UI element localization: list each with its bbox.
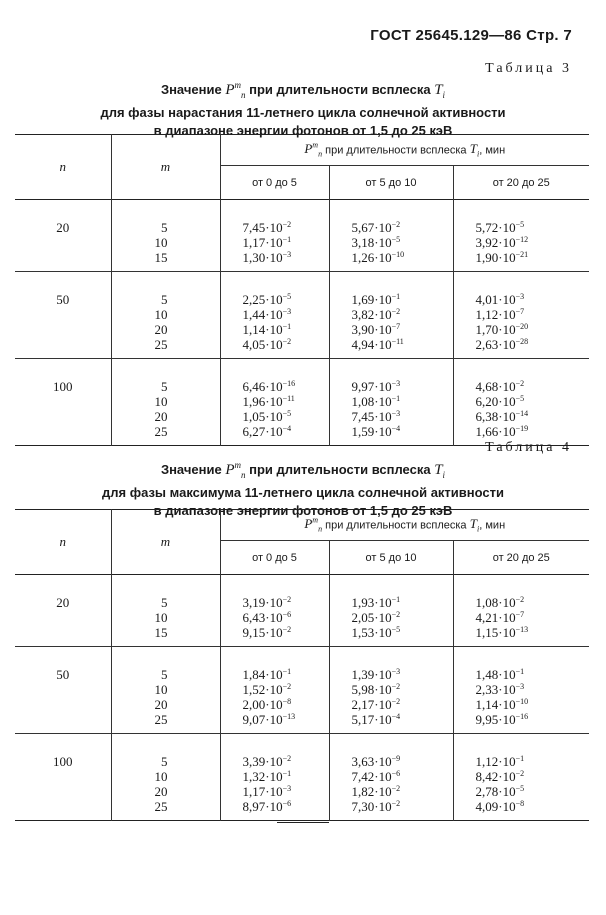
exponent: −6 [282, 610, 292, 619]
value-cell [352, 322, 453, 337]
mantissa: 1,12·10 [475, 307, 516, 322]
exponent: −1 [391, 292, 401, 301]
exponent: −5 [515, 394, 525, 403]
mantissa: 3,19·10 [242, 595, 283, 610]
exponent: −5 [515, 220, 525, 229]
mantissa: 1,39·10 [351, 667, 392, 682]
m-value: 10 [154, 235, 168, 250]
exponent: −1 [391, 595, 401, 604]
mantissa: 4,94·10 [351, 337, 392, 352]
caption-line3: в диапазоне энергии фотонов от 1,5 до 25 кэВ [153, 123, 453, 138]
m-value: 25 [154, 712, 168, 727]
m-value: 20 [154, 409, 168, 424]
value-cell [476, 322, 590, 337]
row-group [15, 575, 589, 647]
exponent: −7 [391, 322, 401, 331]
m-value: 25 [154, 424, 168, 439]
exponent: −13 [515, 625, 529, 634]
row-group [15, 647, 589, 734]
value-column [453, 359, 589, 446]
table-row [15, 359, 589, 446]
caption-mid: при длительности всплеска [249, 82, 431, 97]
exponent: −6 [391, 769, 401, 778]
exponent: −3 [282, 307, 292, 316]
row-group [15, 359, 589, 446]
value-cell [243, 799, 329, 814]
value-cell [476, 667, 590, 682]
exponent: −1 [515, 667, 525, 676]
mantissa: 3,92·10 [475, 235, 516, 250]
value-column [329, 647, 453, 734]
caption-line2: для фазы максимума 11-летнего цикла солнечной активности [102, 485, 504, 500]
m-value: 20 [154, 322, 168, 337]
mantissa: 2,05·10 [351, 610, 392, 625]
value-cell [243, 307, 329, 322]
mantissa: 9,95·10 [475, 712, 516, 727]
page-header: ГОСТ 25645.129—86 Стр. 7 [370, 27, 572, 44]
mantissa: 1,93·10 [351, 595, 392, 610]
m-value: 10 [154, 682, 168, 697]
m-values [111, 200, 220, 272]
exponent: −5 [391, 235, 401, 244]
exponent: −5 [391, 625, 401, 634]
row-group [15, 272, 589, 359]
exponent: −8 [515, 799, 525, 808]
exponent: −4 [391, 424, 401, 433]
m-values [111, 359, 220, 446]
value-column [329, 575, 453, 647]
value-column [220, 647, 329, 734]
exponent: −5 [282, 292, 292, 301]
exponent: −2 [282, 682, 292, 691]
table-label: Таблица 4 [485, 440, 572, 455]
mantissa: 5,17·10 [351, 712, 392, 727]
value-cell [352, 424, 453, 439]
mantissa: 1,52·10 [242, 682, 283, 697]
value-cell [352, 784, 453, 799]
value-cell [352, 379, 453, 394]
m-value: 10 [154, 769, 168, 784]
value-cell [243, 424, 329, 439]
m-values [111, 647, 220, 734]
mantissa: 9,07·10 [242, 712, 283, 727]
value-cell [476, 625, 590, 640]
m-value: 5 [161, 667, 168, 682]
value-cell [243, 595, 329, 610]
n-value: 50 [56, 667, 70, 682]
value-cell [476, 379, 590, 394]
col-header-m: m [111, 510, 220, 575]
exponent: −1 [282, 769, 292, 778]
value-column [220, 272, 329, 359]
sub-header: от 20 до 25 [453, 541, 589, 575]
value-cell [352, 712, 453, 727]
value-cell [243, 394, 329, 409]
exponent: −2 [515, 379, 525, 388]
value-cell [352, 697, 453, 712]
exponent: −19 [515, 424, 529, 433]
mantissa: 3,39·10 [242, 754, 283, 769]
m-value: 5 [161, 292, 168, 307]
value-cell [243, 697, 329, 712]
exponent: −2 [391, 220, 401, 229]
mantissa: 1,84·10 [242, 667, 283, 682]
exponent: −28 [515, 337, 529, 346]
mantissa: 1,17·10 [242, 784, 283, 799]
exponent: −2 [391, 784, 401, 793]
mantissa: 1,15·10 [475, 625, 516, 640]
mantissa: 3,82·10 [351, 307, 392, 322]
table-head [15, 135, 589, 200]
value-column [453, 272, 589, 359]
value-cell [476, 799, 590, 814]
value-cell [476, 610, 590, 625]
value-column [220, 734, 329, 821]
caption-prefix: Значение [160, 82, 222, 97]
value-cell [243, 712, 329, 727]
mantissa: 1,26·10 [351, 250, 392, 265]
value-cell [243, 625, 329, 640]
exponent: −14 [515, 409, 529, 418]
exponent: −11 [391, 337, 404, 346]
mantissa: 5,67·10 [351, 220, 392, 235]
mantissa: 1,59·10 [351, 424, 392, 439]
exponent: −13 [282, 712, 296, 721]
m-values [111, 734, 220, 821]
mantissa: 1,53·10 [351, 625, 392, 640]
mantissa: 2,00·10 [242, 697, 283, 712]
exponent: −3 [515, 682, 525, 691]
t-symbol: $T_i$ [434, 462, 446, 480]
data-table [15, 134, 589, 446]
exponent: −2 [515, 595, 525, 604]
exponent: −3 [282, 784, 292, 793]
mantissa: 2,63·10 [475, 337, 516, 352]
exponent: −8 [282, 697, 292, 706]
value-cell [352, 682, 453, 697]
mantissa: 3,90·10 [351, 322, 392, 337]
mantissa: 3,63·10 [351, 754, 392, 769]
mantissa: 1,44·10 [242, 307, 283, 322]
m-value: 10 [154, 610, 168, 625]
value-cell [352, 394, 453, 409]
mantissa: 6,43·10 [242, 610, 283, 625]
value-column [453, 647, 589, 734]
table-row [15, 575, 589, 647]
col-header-n: n [59, 534, 66, 549]
span-header: $P^m_n$ при длительности всплеска $T_i$, мин [220, 510, 589, 541]
m-value: 10 [154, 394, 168, 409]
p-symbol: $P^m_n$ [225, 460, 246, 480]
value-column [329, 200, 453, 272]
mantissa: 8,97·10 [242, 799, 283, 814]
value-cell [243, 220, 329, 235]
value-cell [476, 754, 590, 769]
value-column [453, 200, 589, 272]
exponent: −2 [391, 307, 401, 316]
value-cell [476, 235, 590, 250]
value-column [220, 200, 329, 272]
exponent: −3 [391, 667, 401, 676]
value-cell [476, 220, 590, 235]
sub-header: от 5 до 10 [329, 166, 453, 200]
value-cell [476, 682, 590, 697]
sub-header: от 0 до 5 [220, 166, 329, 200]
n-value: 20 [56, 595, 70, 610]
value-cell [352, 595, 453, 610]
sub-header: от 20 до 25 [453, 166, 589, 200]
m-value: 25 [154, 799, 168, 814]
span-header-unit: , мин [479, 519, 506, 532]
value-cell [476, 337, 590, 352]
mantissa: 6,46·10 [242, 379, 283, 394]
m-value: 15 [154, 250, 168, 265]
exponent: −10 [391, 250, 405, 259]
exponent: −2 [391, 682, 401, 691]
value-cell [243, 292, 329, 307]
caption-mid: при длительности всплеска [249, 462, 431, 477]
mantissa: 7,42·10 [351, 769, 392, 784]
exponent: −3 [515, 292, 525, 301]
exponent: −3 [282, 250, 292, 259]
mantissa: 1,96·10 [242, 394, 283, 409]
exponent: −2 [282, 754, 292, 763]
footer-rule [277, 822, 329, 823]
exponent: −7 [515, 610, 525, 619]
exponent: −16 [282, 379, 296, 388]
value-column [329, 272, 453, 359]
span-header-unit: , мин [479, 144, 506, 157]
exponent: −2 [391, 610, 401, 619]
mantissa: 1,48·10 [475, 667, 516, 682]
exponent: −3 [391, 409, 401, 418]
table-row [15, 200, 589, 272]
span-header-text: при длительности всплеска [325, 144, 467, 157]
mantissa: 7,30·10 [351, 799, 392, 814]
value-cell [476, 394, 590, 409]
caption-prefix: Значение [160, 462, 222, 477]
mantissa: 4,01·10 [475, 292, 516, 307]
value-cell [476, 307, 590, 322]
mantissa: 1,08·10 [351, 394, 392, 409]
exponent: −9 [391, 754, 401, 763]
n-value: 100 [53, 754, 73, 769]
table-caption [0, 76, 606, 140]
value-cell [243, 667, 329, 682]
value-cell [476, 784, 590, 799]
p-symbol: $P^m_n$ [225, 80, 246, 100]
span-header-text: при длительности всплеска [325, 519, 467, 532]
m-value: 20 [154, 697, 168, 712]
table-head [15, 510, 589, 575]
value-cell [243, 784, 329, 799]
exponent: −2 [282, 595, 292, 604]
value-cell [476, 250, 590, 265]
mantissa: 1,14·10 [475, 697, 516, 712]
table-row [15, 647, 589, 734]
value-cell [476, 409, 590, 424]
mantissa: 4,68·10 [475, 379, 516, 394]
mantissa: 2,25·10 [242, 292, 283, 307]
mantissa: 1,69·10 [351, 292, 392, 307]
mantissa: 8,42·10 [475, 769, 516, 784]
mantissa: 1,14·10 [242, 322, 283, 337]
mantissa: 5,72·10 [475, 220, 516, 235]
value-cell [243, 409, 329, 424]
table-row [15, 272, 589, 359]
value-cell [243, 322, 329, 337]
m-value: 5 [161, 379, 168, 394]
exponent: −1 [282, 667, 292, 676]
m-value: 15 [154, 625, 168, 640]
m-value: 25 [154, 337, 168, 352]
value-column [220, 359, 329, 446]
exponent: −3 [391, 379, 401, 388]
exponent: −2 [391, 799, 401, 808]
value-column [220, 575, 329, 647]
m-value: 5 [161, 754, 168, 769]
exponent: −12 [515, 235, 529, 244]
m-values [111, 575, 220, 647]
m-values [111, 272, 220, 359]
value-cell [352, 250, 453, 265]
exponent: −7 [515, 307, 525, 316]
value-cell [476, 595, 590, 610]
value-cell [476, 697, 590, 712]
exponent: −5 [282, 409, 292, 418]
exponent: −10 [515, 697, 529, 706]
value-cell [352, 292, 453, 307]
value-cell [352, 754, 453, 769]
exponent: −21 [515, 250, 529, 259]
mantissa: 2,33·10 [475, 682, 516, 697]
mantissa: 4,05·10 [242, 337, 283, 352]
exponent: −2 [282, 220, 292, 229]
sub-header: от 5 до 10 [329, 541, 453, 575]
caption-line3: в диапазоне энергии фотонов от 1,5 до 25 кэВ [153, 503, 453, 518]
mantissa: 1,05·10 [242, 409, 283, 424]
mantissa: 1,70·10 [475, 322, 516, 337]
m-value: 5 [161, 595, 168, 610]
value-column [453, 575, 589, 647]
exponent: −2 [515, 769, 525, 778]
m-value: 20 [154, 784, 168, 799]
row-group [15, 200, 589, 272]
data-table [15, 509, 589, 821]
value-cell [476, 712, 590, 727]
value-cell [352, 220, 453, 235]
value-cell [352, 610, 453, 625]
mantissa: 1,12·10 [475, 754, 516, 769]
caption-line2: для фазы нарастания 11-летнего цикла солнечной активности [100, 105, 506, 120]
mantissa: 1,66·10 [475, 424, 516, 439]
mantissa: 1,08·10 [475, 595, 516, 610]
value-cell [243, 379, 329, 394]
mantissa: 6,27·10 [242, 424, 283, 439]
value-cell [352, 769, 453, 784]
mantissa: 1,32·10 [242, 769, 283, 784]
table-label: Таблица 3 [485, 61, 572, 76]
mantissa: 4,21·10 [475, 610, 516, 625]
exponent: −16 [515, 712, 529, 721]
value-cell [352, 307, 453, 322]
value-cell [476, 769, 590, 784]
sub-header: от 0 до 5 [220, 541, 329, 575]
col-header-n: n [59, 159, 66, 174]
mantissa: 2,17·10 [351, 697, 392, 712]
value-cell [243, 769, 329, 784]
mantissa: 7,45·10 [351, 409, 392, 424]
exponent: −1 [515, 754, 525, 763]
value-cell [476, 292, 590, 307]
value-cell [243, 235, 329, 250]
value-cell [243, 754, 329, 769]
exponent: −2 [282, 337, 292, 346]
value-cell [352, 409, 453, 424]
value-cell [476, 424, 590, 439]
exponent: −2 [282, 625, 292, 634]
exponent: −4 [391, 712, 401, 721]
value-cell [243, 610, 329, 625]
value-cell [352, 625, 453, 640]
mantissa: 4,09·10 [475, 799, 516, 814]
value-column [329, 734, 453, 821]
mantissa: 6,20·10 [475, 394, 516, 409]
mantissa: 9,15·10 [242, 625, 283, 640]
value-cell [352, 799, 453, 814]
value-cell [243, 682, 329, 697]
exponent: −1 [282, 235, 292, 244]
n-value: 50 [56, 292, 70, 307]
mantissa: 9,97·10 [351, 379, 392, 394]
mantissa: 1,30·10 [242, 250, 283, 265]
mantissa: 1,17·10 [242, 235, 283, 250]
value-cell [352, 235, 453, 250]
n-value: 100 [53, 379, 73, 394]
table-row [15, 734, 589, 821]
mantissa: 1,82·10 [351, 784, 392, 799]
value-cell [243, 250, 329, 265]
mantissa: 1,90·10 [475, 250, 516, 265]
value-column [453, 734, 589, 821]
m-value: 10 [154, 307, 168, 322]
value-cell [352, 337, 453, 352]
mantissa: 5,98·10 [351, 682, 392, 697]
mantissa: 7,45·10 [242, 220, 283, 235]
exponent: −5 [515, 784, 525, 793]
m-value: 5 [161, 220, 168, 235]
value-column [329, 359, 453, 446]
exponent: −6 [282, 799, 292, 808]
exponent: −1 [391, 394, 401, 403]
exponent: −1 [282, 322, 292, 331]
exponent: −11 [282, 394, 295, 403]
span-header: $P^m_n$ при длительности всплеска $T_i$, мин [220, 135, 589, 166]
col-header-m: m [111, 135, 220, 200]
exponent: −2 [391, 697, 401, 706]
n-value: 20 [56, 220, 70, 235]
mantissa: 3,18·10 [351, 235, 392, 250]
value-cell [352, 667, 453, 682]
t-symbol: $T_i$ [434, 82, 446, 100]
exponent: −4 [282, 424, 292, 433]
row-group [15, 734, 589, 821]
mantissa: 6,38·10 [475, 409, 516, 424]
mantissa: 2,78·10 [475, 784, 516, 799]
exponent: −20 [515, 322, 529, 331]
value-cell [243, 337, 329, 352]
